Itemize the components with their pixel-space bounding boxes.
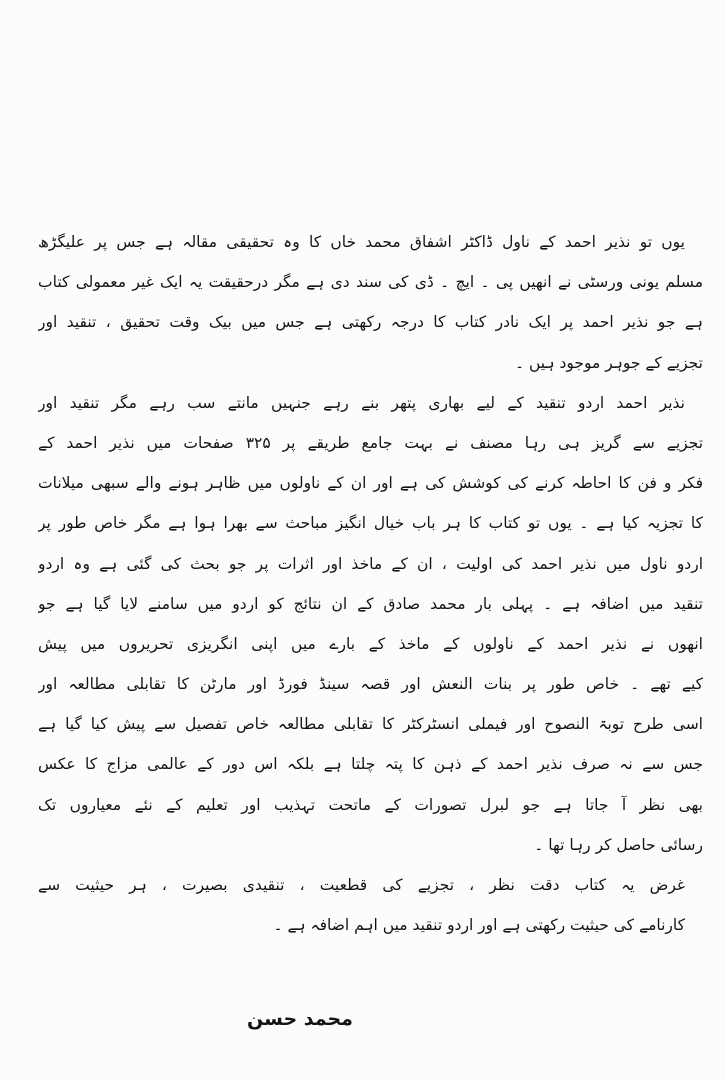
author-signature: محمد حسن bbox=[247, 1008, 353, 1030]
text-line: اردو ناول میں نذیر احمد کی اولیت ، ان کے ماخذ اور اثرات پر جو بحث کی گئی ہے وہ اردو bbox=[38, 554, 703, 573]
text-line: اسی طرح توبۃ النصوح اور فیملی انسٹرکٹر کا تقابلی مطالعہ خاص تفصیل سے پیش کیا گیا ہے bbox=[38, 715, 703, 734]
text-line: کا تجزیہ کیا ہے ۔ یوں تو کتاب کا ہر باب خیال انگیز مباحث سے بھرا ہوا ہے مگر خاص طور پر bbox=[38, 514, 703, 533]
text-line: یوں تو نذیر احمد کے ناول ڈاکٹر اشفاق محمد خاں کا وہ تحقیقی مقالہ ہے جس پر علیگڑھ bbox=[38, 233, 685, 251]
text-line: فکر و فن کا احاطہ کرنے کی کوشش کی ہے اور ان کے ناولوں میں ظاہر ہونے والے سبھی میلانات bbox=[38, 474, 703, 493]
body-text bbox=[38, 222, 703, 945]
text-line: تجزیے کے جوہر موجود ہیں ۔ bbox=[514, 353, 703, 372]
text-line: کیے تھے ۔ خاص طور پر بنات النعش اور قصہ سینڈ فورڈ اور مارٹن کا تقابلی مطالعہ اور bbox=[38, 675, 703, 694]
text-line: نذیر احمد اردو تنقید کے لیے بھاری پتھر بنے رہے جنہیں مانتے سب رہے مگر تنقید اور bbox=[38, 393, 685, 412]
text-line: انھوں نے نذیر احمد کے ناولوں کے ماخذ کے بارے میں اپنی انگریزی تحریروں میں پیش bbox=[38, 634, 703, 653]
text-line: رسائی حاصل کر رہا تھا ۔ bbox=[534, 835, 703, 854]
text-line: جس سے نہ صرف نذیر احمد کے ذہن کا پتہ چلتا ہے بلکہ اس دور کے عالمی مزاج کا عکس bbox=[38, 755, 703, 774]
text-line: تنقید میں اضافہ ہے ۔ پہلی بار محمد صادق کے ان نتائج کو اردو میں سامنے لایا گیا ہے جو bbox=[38, 594, 703, 613]
text-line: کارنامے کی حیثیت رکھتی ہے اور اردو تنقید میں اہم اضافہ ہے ۔ bbox=[273, 916, 685, 935]
text-line: غرض یہ کتاب دقت نظر ، تجزیے کی قطعیت ، تنقیدی بصیرت ، ہر حیثیت سے bbox=[38, 876, 685, 894]
text-line: مسلم یونی ورسٹی نے انھیں پی ۔ ایچ ۔ ڈی کی سند دی ہے مگر درحقیقت یہ ایک غیر معمولی کتاب bbox=[38, 273, 703, 292]
text-line: تجزیے سے گریز ہی رہا مصنف نے بہت جامع طریقے پر ۳۲۵ صفحات میں نذیر احمد کے bbox=[38, 433, 703, 452]
text-line: ہے جو نذیر احمد پر ایک نادر کتاب کا درجہ رکھتی ہے جس میں بیک وقت تحقیق ، تنقید اور bbox=[38, 313, 703, 332]
text-line: بھی نظر آ جاتا ہے جو لبرل تصورات کے ماتحت تہذیب اور تعلیم کے نئے معیاروں تک bbox=[38, 795, 703, 814]
